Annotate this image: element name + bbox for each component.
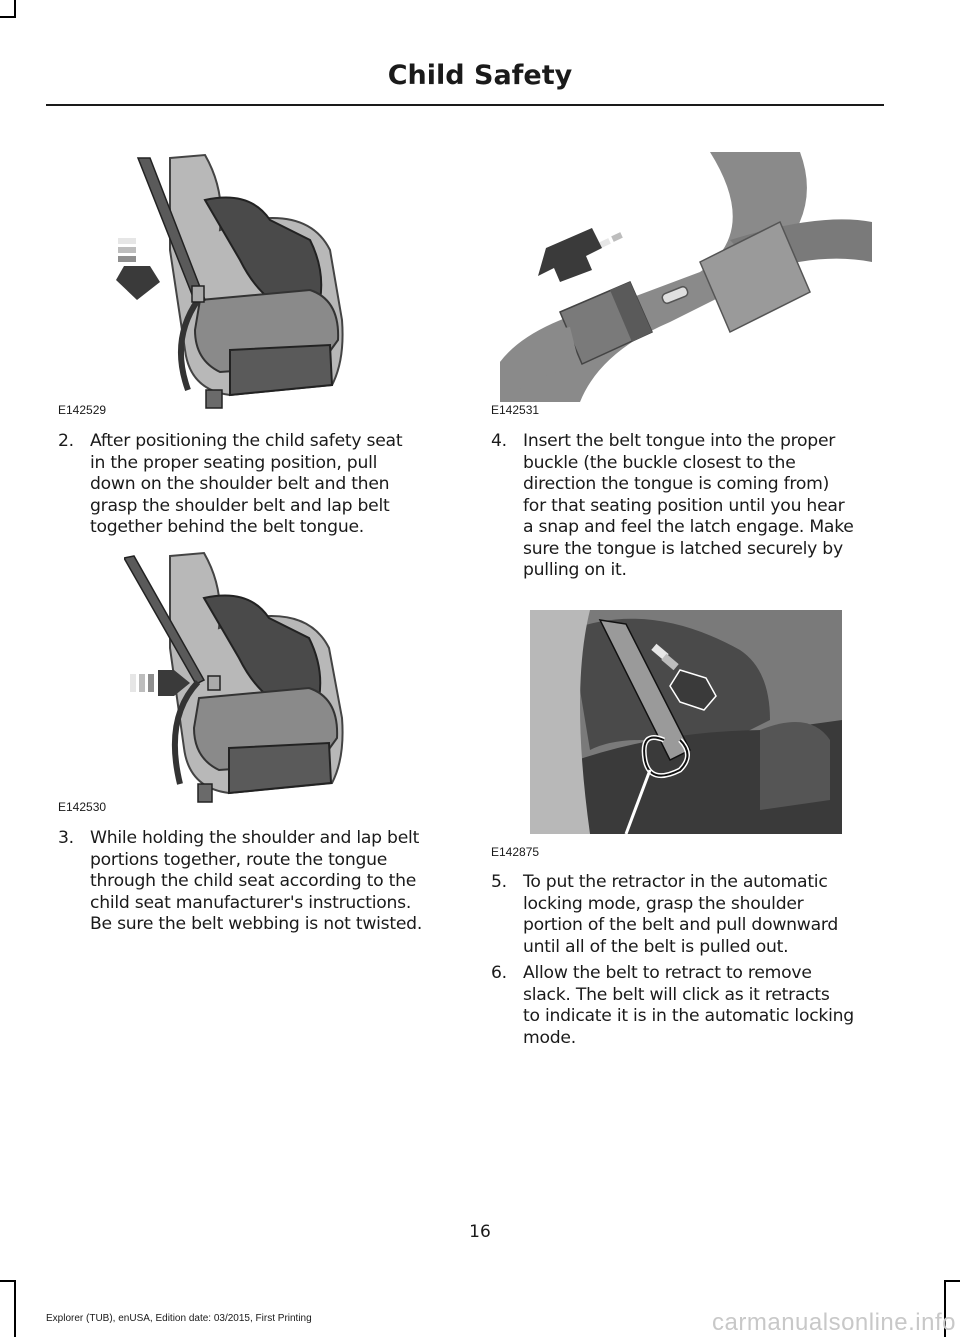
figure-belt-buckle (500, 152, 872, 404)
step-line: locking mode, grasp the shoulder (523, 893, 804, 914)
step-number: 2. (58, 431, 74, 451)
crop-mark-bottom-left-v (14, 1280, 16, 1337)
step-2 (58, 431, 448, 539)
step-3 (58, 828, 458, 936)
step-line: direction the tongue is coming from) (523, 474, 830, 494)
crop-mark-bottom-left-h (0, 1280, 16, 1282)
step-line: grasp the shoulder belt and lap belt (90, 495, 390, 516)
step-line: for that seating position until you hear (523, 495, 845, 516)
child-seat-arrow-right-icon (124, 548, 350, 808)
figure-code: E142531 (491, 403, 540, 417)
watermark[interactable]: carmanualsonline.info (712, 1309, 956, 1336)
step-line: child seat manufacturer's instructions. (90, 892, 412, 913)
child-seat-arrow-down-icon (110, 150, 350, 412)
step-line: slack. The belt will click as it retracts (523, 984, 830, 1005)
step-line: together behind the belt tongue. (90, 517, 365, 537)
step-number: 5. (491, 872, 507, 892)
step-line: portions together, route the tongue (90, 849, 388, 870)
step-line: a snap and feel the latch engage. Make (523, 517, 854, 537)
step-number: 4. (491, 431, 507, 451)
step-5 (491, 872, 891, 958)
step-number: 3. (58, 828, 74, 848)
page-title: Child Safety (387, 60, 573, 91)
figure-code: E142875 (491, 845, 540, 859)
step-6 (491, 963, 891, 1049)
figure-child-seat-route-tongue (124, 548, 350, 808)
crop-mark-top-left-h (0, 16, 16, 18)
child-seat-belt-pull-icon (530, 610, 842, 834)
step-line: To put the retractor in the automatic (523, 872, 828, 892)
step-line: down on the shoulder belt and then (90, 474, 390, 494)
figure-code: E142529 (58, 403, 107, 417)
header-rule (46, 104, 884, 106)
step-number: 6. (491, 963, 507, 983)
step-line: to indicate it is in the automatic locking (523, 1006, 854, 1026)
step-line: Allow the belt to retract to remove (523, 963, 812, 983)
step-line: through the child seat according to the (90, 871, 417, 891)
step-line: While holding the shoulder and lap belt (90, 828, 420, 848)
figure-child-seat-pull-down (110, 150, 350, 412)
page-number: 16 (469, 1222, 491, 1242)
step-line: mode. (523, 1027, 576, 1048)
step-line: buckle (the buckle closest to the (523, 452, 796, 473)
step-line: pulling on it. (523, 560, 627, 580)
step-line: Be sure the belt webbing is not twisted. (90, 914, 423, 934)
step-4 (491, 431, 891, 582)
step-line: sure the tongue is latched securely by (523, 538, 843, 559)
step-line: until all of the belt is pulled out. (523, 936, 789, 957)
figure-code: E142530 (58, 800, 107, 814)
step-line: After positioning the child safety seat (90, 431, 403, 451)
step-line: portion of the belt and pull downward (523, 915, 839, 935)
figure-belt-pull-down (530, 610, 842, 834)
belt-tongue-buckle-icon (500, 152, 872, 404)
footer-edition: Explorer (TUB), enUSA, Edition date: 03/2015, First Printing (46, 1313, 312, 1324)
step-line: in the proper seating position, pull (90, 452, 378, 473)
step-line: Insert the belt tongue into the proper (523, 431, 836, 451)
crop-mark-bottom-right-h (944, 1280, 960, 1282)
